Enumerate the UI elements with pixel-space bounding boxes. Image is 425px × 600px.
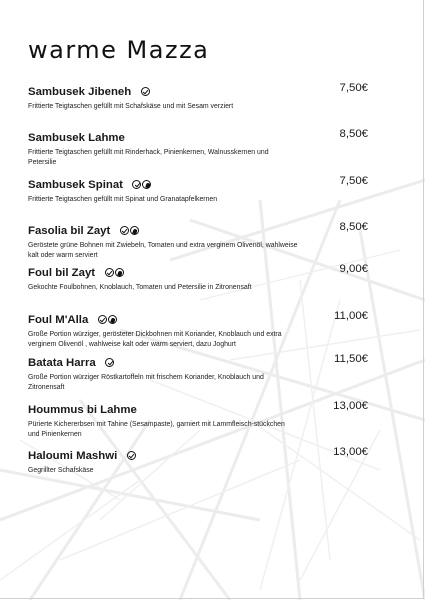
- page-title: warme Mazza: [28, 36, 210, 64]
- menu-item: [28, 128, 368, 167]
- item-name: Sambusek Jibeneh: [28, 86, 132, 98]
- item-name: Sambusek Spinat: [28, 179, 123, 191]
- veg-icon: [132, 180, 141, 189]
- item-price: 11,00€: [334, 310, 368, 322]
- menu-item: [28, 400, 368, 439]
- item-price: 8,50€: [339, 221, 368, 233]
- veg-icon: [127, 451, 136, 460]
- item-description: Große Portion würziger, gerösteter Dickbohnen mit Koriander, Knoblauch und extra verginem Olivenöl , wahlweise kalt oder warm serviert, dazu Joghurt: [28, 331, 282, 348]
- item-price: 8,50€: [339, 128, 368, 140]
- item-description: Geröstete grüne Bohnen mit Zwiebeln, Tomaten und extra verginem Olivenöl, wahlweise kalt oder warm serviert: [28, 242, 298, 259]
- item-price: 7,50€: [339, 82, 368, 94]
- menu-item: [28, 310, 368, 349]
- item-price: 13,00€: [333, 400, 368, 412]
- menu-item: [28, 82, 368, 112]
- menu-item: [28, 446, 368, 476]
- item-name: Batata Harra: [28, 357, 96, 369]
- item-name: Sambusek Lahme: [28, 132, 125, 144]
- item-description: Große Portion würziger Röstkartoffeln mit frischem Koriander, Knoblauch und Zitronensaft: [28, 374, 264, 391]
- item-description: Frittierte Teigtaschen gefüllt mit Spinat und Granatapfelkernen: [28, 196, 218, 203]
- veg-icon: [120, 226, 129, 235]
- item-description: Frittierte Teigtaschen gefüllt mit Schafskäse und mit Sesam verziert: [28, 103, 234, 110]
- menu-item: [28, 221, 368, 260]
- item-name: Haloumi Mashwi: [28, 450, 118, 462]
- menu-item: [28, 263, 368, 293]
- spicy-icon: [130, 226, 139, 235]
- veg-icon: [98, 315, 107, 324]
- item-price: 7,50€: [339, 175, 368, 187]
- veg-icon: [105, 358, 114, 367]
- veg-icon: [141, 87, 150, 96]
- spicy-icon: [108, 315, 117, 324]
- item-name: Foul M'Alla: [28, 314, 89, 326]
- item-description: Pürierte Kichererbsen mit Tahine (Sesampaste), garniert mit Lammfleisch-stückchen und Pinienkernen: [28, 421, 285, 438]
- item-name: Foul bil Zayt: [28, 267, 96, 279]
- menu-item: [28, 353, 368, 392]
- spicy-icon: [142, 180, 151, 189]
- veg-icon: [105, 268, 114, 277]
- item-name: Hoummus bi Lahme: [28, 404, 137, 416]
- spicy-icon: [115, 268, 124, 277]
- item-name: Fasolia bil Zayt: [28, 225, 111, 237]
- item-description: Frittierte Teigtaschen gefüllt mit Rinderhack, Pinienkernen, Walnusskernen und Petersilie: [28, 149, 269, 166]
- item-price: 9,00€: [339, 263, 368, 275]
- item-description: Gegrillter Schafskäse: [28, 467, 94, 474]
- menu-item: [28, 175, 368, 205]
- item-price: 11,50€: [334, 353, 368, 365]
- item-description: Gekochte Foulbohnen, Knoblauch, Tomaten und Petersilie in Zitronensaft: [28, 284, 252, 291]
- item-price: 13,00€: [333, 446, 368, 458]
